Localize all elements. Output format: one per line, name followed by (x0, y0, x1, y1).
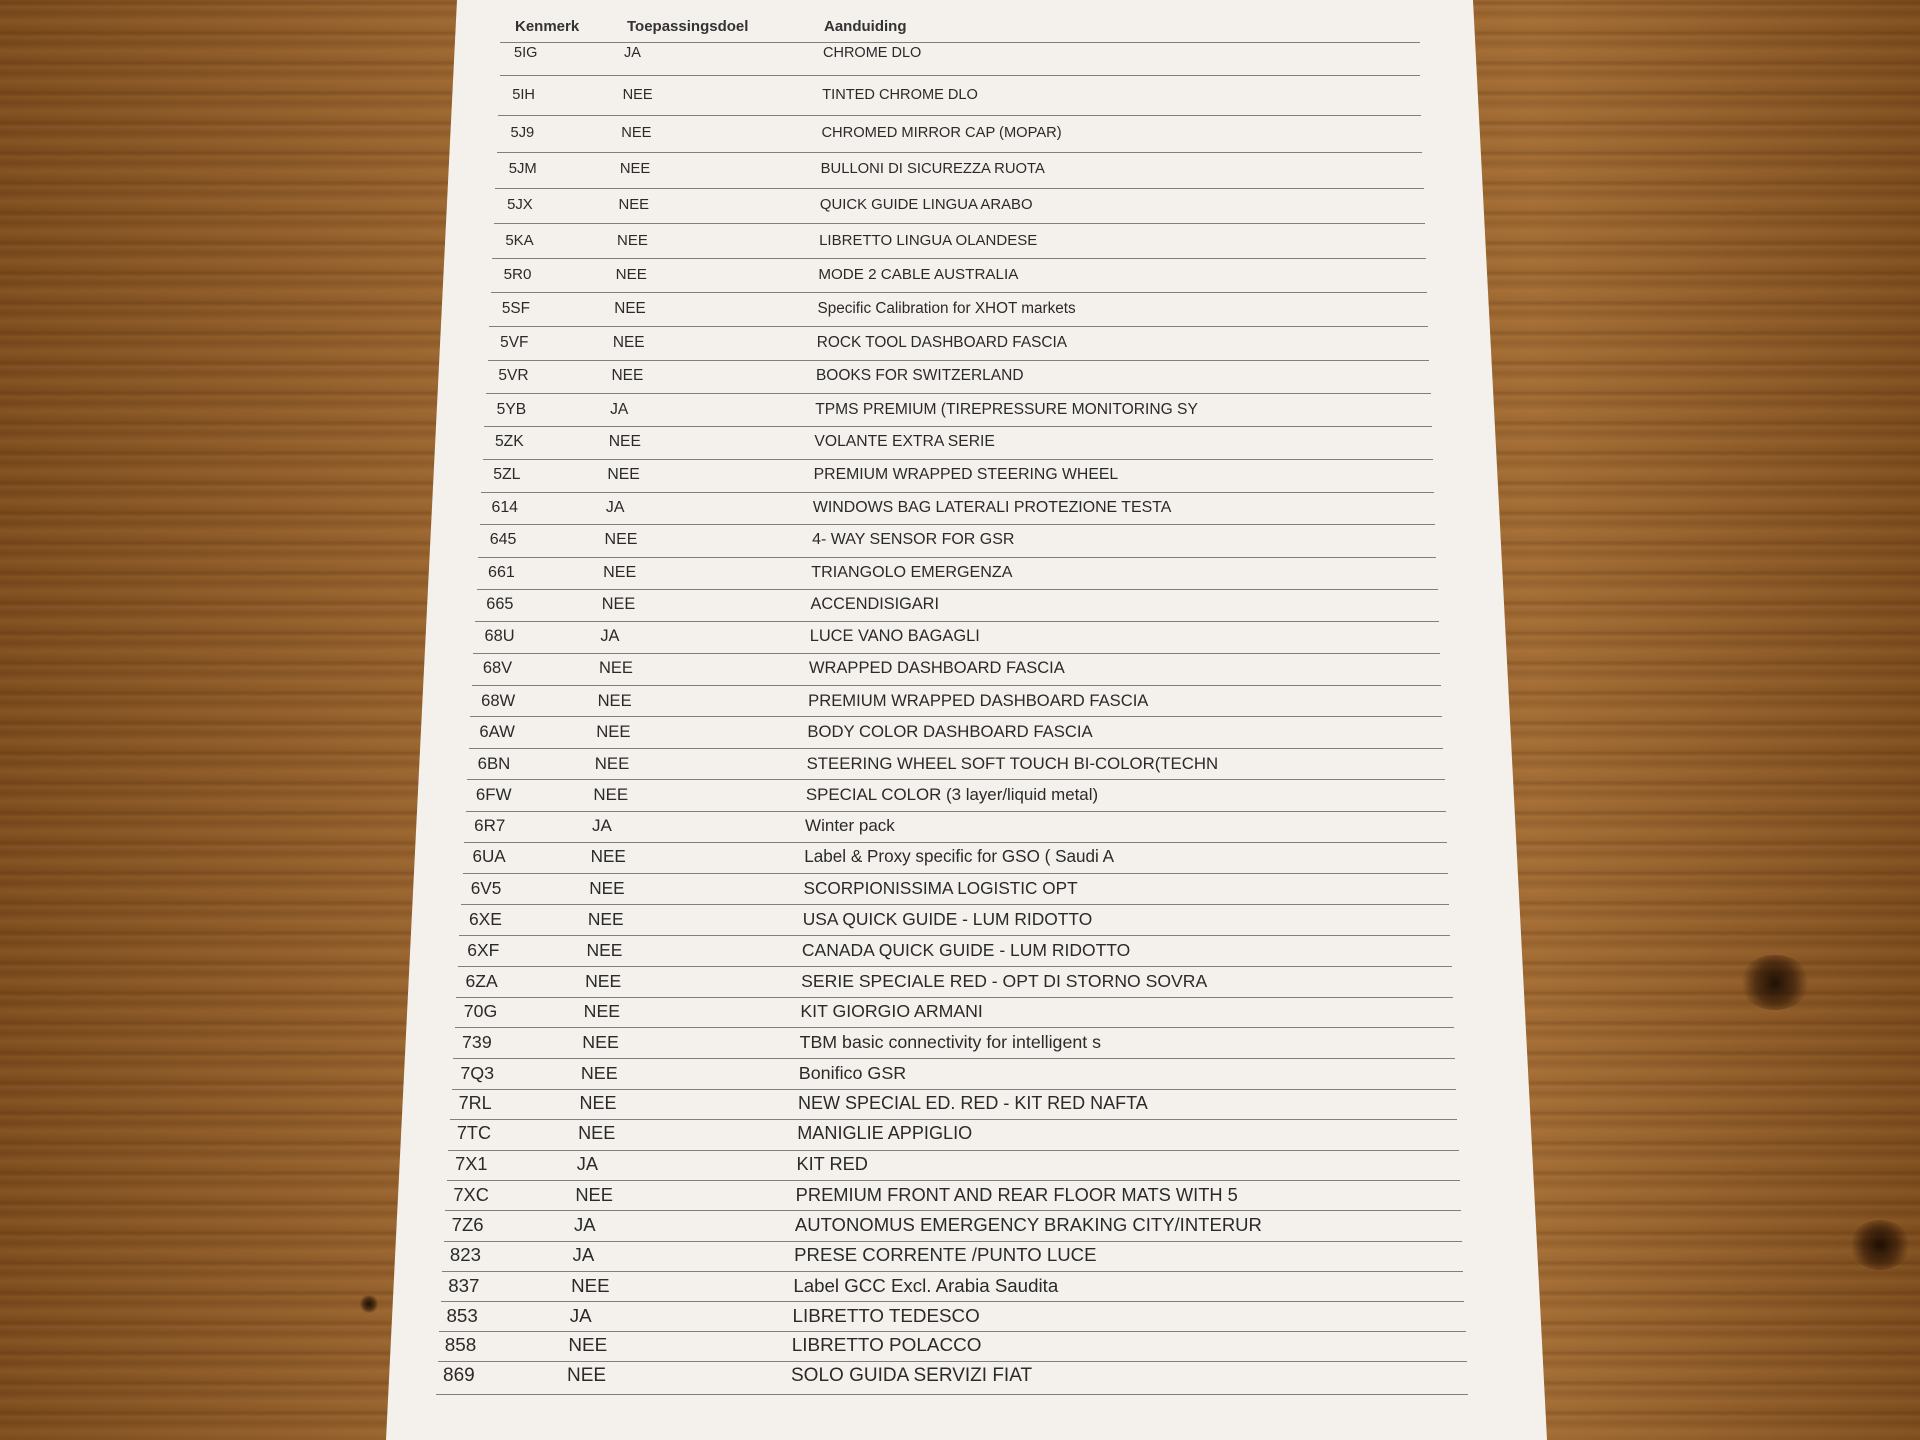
cell-toepassingsdoel: NEE (596, 722, 631, 742)
cell-toepassingsdoel: JA (576, 1153, 598, 1174)
row-divider (456, 997, 1452, 998)
cell-toepassingsdoel: NEE (618, 196, 650, 213)
cell-toepassingsdoel: JA (605, 498, 625, 516)
cell-kenmerk: 5J9 (510, 124, 535, 141)
row-divider (494, 223, 1425, 224)
cell-kenmerk: 6UA (472, 847, 506, 867)
row-divider (447, 1180, 1460, 1181)
cell-aanduiding: ACCENDISIGARI (810, 595, 939, 614)
cell-kenmerk: 70G (463, 1001, 498, 1022)
cell-kenmerk: 5VF (500, 333, 529, 351)
cell-toepassingsdoel: NEE (621, 124, 652, 141)
row-divider (450, 1119, 1457, 1120)
row-divider (463, 873, 1449, 874)
cell-aanduiding: SPECIAL COLOR (3 layer/liquid metal) (805, 784, 1099, 804)
cell-aanduiding: TBM basic connectivity for intelligent s (799, 1032, 1101, 1053)
cell-toepassingsdoel: NEE (590, 847, 626, 867)
cell-aanduiding: BOOKS FOR SWITZERLAND (815, 367, 1024, 385)
cell-toepassingsdoel: NEE (571, 1274, 610, 1296)
row-divider (442, 1271, 1463, 1272)
cell-toepassingsdoel: JA (624, 45, 641, 62)
cell-aanduiding: TPMS PREMIUM (TIREPRESSURE MONITORING SY (815, 400, 1198, 418)
cell-kenmerk: 645 (489, 531, 517, 549)
cell-aanduiding: ROCK TOOL DASHBOARD FASCIA (816, 333, 1068, 351)
cell-aanduiding: LIBRETTO POLACCO (791, 1334, 982, 1356)
cell-kenmerk: 6XE (468, 909, 502, 930)
cell-kenmerk: 6V5 (470, 878, 502, 899)
row-divider (469, 748, 1444, 749)
cell-kenmerk: 7TC (456, 1123, 492, 1144)
cell-aanduiding: WRAPPED DASHBOARD FASCIA (808, 658, 1065, 677)
row-divider (459, 935, 1450, 936)
cell-toepassingsdoel: NEE (586, 939, 623, 960)
row-divider (436, 1394, 1468, 1395)
cell-kenmerk: 5JM (508, 161, 537, 178)
row-divider (445, 1210, 1461, 1211)
cell-aanduiding: TRIANGOLO EMERGENZA (811, 563, 1013, 582)
cell-aanduiding: KIT RED (796, 1153, 868, 1174)
header-kenmerk: Kenmerk (515, 18, 580, 35)
row-divider (483, 459, 1433, 460)
row-divider (495, 188, 1423, 189)
row-divider (497, 152, 1422, 153)
cell-aanduiding: LIBRETTO LINGUA OLANDESE (819, 231, 1038, 249)
cell-kenmerk: 5VR (498, 367, 529, 385)
cell-aanduiding: CHROME DLO (823, 45, 922, 62)
cell-toepassingsdoel: NEE (597, 690, 632, 710)
cell-aanduiding: MANIGLIE APPIGLIO (797, 1123, 973, 1144)
cell-toepassingsdoel: NEE (601, 595, 636, 614)
cell-aanduiding: PREMIUM WRAPPED DASHBOARD FASCIA (808, 690, 1149, 710)
cell-toepassingsdoel: JA (592, 816, 612, 836)
row-divider (484, 426, 1431, 427)
cell-aanduiding: VOLANTE EXTRA SERIE (814, 433, 995, 451)
cell-kenmerk: 7Q3 (460, 1062, 495, 1083)
cell-kenmerk: 5SF (501, 300, 530, 318)
cell-toepassingsdoel: JA (610, 400, 629, 418)
cell-kenmerk: 5R0 (503, 266, 532, 284)
cell-kenmerk: 5IH (512, 87, 535, 104)
cell-aanduiding: LUCE VANO BAGAGLI (809, 627, 980, 646)
cell-aanduiding: SERIE SPECIALE RED - OPT DI STORNO SOVRA (801, 970, 1208, 991)
cell-aanduiding: 4- WAY SENSOR FOR GSR (812, 531, 1015, 549)
cell-kenmerk: 858 (444, 1334, 477, 1356)
cell-aanduiding: PREMIUM WRAPPED STEERING WHEEL (813, 466, 1119, 484)
cell-toepassingsdoel: NEE (611, 367, 644, 385)
cell-aanduiding: Bonifico GSR (798, 1062, 907, 1083)
row-divider (466, 811, 1446, 812)
cell-aanduiding: NEW SPECIAL ED. RED - KIT RED NAFTA (798, 1093, 1148, 1114)
row-divider (438, 1361, 1467, 1362)
cell-kenmerk: 5YB (496, 400, 527, 418)
cell-toepassingsdoel: NEE (580, 1062, 618, 1083)
cell-kenmerk: 837 (448, 1274, 480, 1296)
cell-kenmerk: 68W (481, 690, 516, 710)
cell-toepassingsdoel: NEE (589, 878, 625, 899)
row-divider (455, 1027, 1454, 1028)
cell-kenmerk: 68U (484, 627, 515, 646)
cell-kenmerk: 6BN (477, 753, 511, 773)
row-divider (453, 1058, 1455, 1059)
cell-kenmerk: 5ZK (494, 433, 524, 451)
cell-aanduiding: PRESE CORRENTE /PUNTO LUCE (794, 1244, 1097, 1266)
cell-kenmerk: 823 (449, 1244, 481, 1266)
row-divider (486, 393, 1431, 394)
row-divider (488, 360, 1430, 361)
cell-toepassingsdoel: NEE (578, 1123, 616, 1144)
cell-toepassingsdoel: NEE (598, 658, 633, 677)
header-toepassingsdoel: Toepassingsdoel (627, 18, 749, 35)
row-divider (464, 842, 1447, 843)
cell-toepassingsdoel: NEE (603, 563, 637, 582)
cell-toepassingsdoel: NEE (568, 1334, 608, 1356)
row-divider (478, 557, 1436, 558)
cell-aanduiding: QUICK GUIDE LINGUA ARABO (819, 196, 1033, 213)
cell-aanduiding: AUTONOMUS EMERGENCY BRAKING CITY/INTERUR (794, 1214, 1262, 1236)
cell-toepassingsdoel: NEE (567, 1364, 607, 1386)
row-divider (489, 326, 1428, 327)
header-aanduiding: Aanduiding (824, 18, 907, 35)
cell-kenmerk: 5JX (507, 196, 533, 213)
cell-toepassingsdoel: NEE (585, 970, 622, 991)
row-divider (491, 292, 1427, 293)
cell-toepassingsdoel: JA (573, 1214, 596, 1236)
cell-kenmerk: 739 (462, 1032, 492, 1053)
cell-toepassingsdoel: NEE (579, 1093, 617, 1114)
cell-aanduiding: TINTED CHROME DLO (822, 87, 978, 104)
cell-kenmerk: 6R7 (474, 816, 506, 836)
cell-aanduiding: PREMIUM FRONT AND REAR FLOOR MATS WITH 5 (795, 1184, 1238, 1206)
cell-aanduiding: KIT GIORGIO ARMANI (800, 1001, 983, 1022)
cell-aanduiding: BODY COLOR DASHBOARD FASCIA (807, 722, 1093, 742)
cell-toepassingsdoel: NEE (619, 161, 651, 178)
cell-kenmerk: 665 (486, 595, 514, 614)
cell-kenmerk: 869 (443, 1364, 475, 1386)
cell-kenmerk: 7RL (458, 1093, 492, 1114)
cell-toepassingsdoel: NEE (604, 531, 638, 549)
cell-aanduiding: Winter pack (805, 816, 895, 836)
row-divider (441, 1301, 1465, 1302)
cell-kenmerk: 7X1 (455, 1153, 488, 1174)
cell-aanduiding: STEERING WHEEL SOFT TOUCH BI-COLOR(TECHN (806, 753, 1219, 773)
cell-aanduiding: MODE 2 CABLE AUSTRALIA (818, 266, 1019, 284)
cell-toepassingsdoel: JA (569, 1304, 592, 1326)
cell-toepassingsdoel: NEE (608, 433, 641, 451)
row-divider (467, 779, 1444, 780)
cell-toepassingsdoel: NEE (612, 333, 645, 351)
cell-aanduiding: USA QUICK GUIDE - LUM RIDOTTO (802, 909, 1093, 930)
row-divider (480, 524, 1436, 525)
cell-kenmerk: 5KA (505, 231, 534, 249)
cell-kenmerk: 7XC (453, 1184, 489, 1206)
cell-toepassingsdoel: NEE (583, 1001, 621, 1022)
row-divider (452, 1089, 1457, 1090)
row-divider (477, 589, 1438, 590)
cell-toepassingsdoel: NEE (587, 909, 624, 930)
row-divider (470, 716, 1442, 717)
row-divider (448, 1150, 1458, 1151)
cell-kenmerk: 614 (491, 498, 518, 516)
cell-aanduiding: CHROMED MIRROR CAP (MOPAR) (821, 124, 1062, 141)
row-divider (473, 653, 1439, 654)
cell-kenmerk: 5IG (514, 45, 538, 62)
cell-kenmerk: 6ZA (465, 970, 498, 991)
cell-kenmerk: 6XF (467, 939, 500, 960)
cell-toepassingsdoel: NEE (594, 753, 630, 773)
row-divider (475, 621, 1439, 622)
cell-aanduiding: Label & Proxy specific for GSO ( Saudi A (804, 847, 1114, 867)
cell-aanduiding: WINDOWS BAG LATERALI PROTEZIONE TESTA (812, 498, 1172, 516)
row-divider (458, 966, 1452, 967)
cell-kenmerk: 661 (488, 563, 515, 582)
row-divider (498, 115, 1421, 116)
cell-toepassingsdoel: NEE (614, 300, 646, 318)
cell-aanduiding: BULLONI DI SICUREZZA RUOTA (820, 161, 1045, 178)
cell-kenmerk: 68V (482, 658, 513, 677)
row-divider (481, 492, 1434, 493)
row-divider (444, 1241, 1462, 1242)
cell-toepassingsdoel: NEE (617, 231, 648, 249)
row-divider (500, 42, 1420, 43)
cell-aanduiding: LIBRETTO TEDESCO (792, 1304, 980, 1326)
row-divider (492, 258, 1426, 259)
row-divider (439, 1331, 1466, 1332)
cell-aanduiding: Label GCC Excl. Arabia Saudita (793, 1274, 1059, 1296)
cell-toepassingsdoel: NEE (615, 266, 647, 284)
row-divider (500, 75, 1420, 76)
cell-toepassingsdoel: NEE (593, 784, 629, 804)
row-divider (472, 685, 1441, 686)
cell-kenmerk: 6AW (479, 722, 515, 742)
cell-kenmerk: 5ZL (493, 466, 521, 484)
cell-toepassingsdoel: NEE (607, 466, 640, 484)
cell-toepassingsdoel: JA (600, 627, 620, 646)
cell-toepassingsdoel: NEE (575, 1184, 613, 1206)
row-divider (461, 904, 1449, 905)
cell-aanduiding: SOLO GUIDA SERVIZI FIAT (791, 1364, 1033, 1386)
cell-aanduiding: CANADA QUICK GUIDE - LUM RIDOTTO (801, 939, 1131, 960)
cell-aanduiding: Specific Calibration for XHOT markets (817, 300, 1076, 318)
cell-kenmerk: 853 (446, 1304, 478, 1326)
cell-kenmerk: 7Z6 (451, 1214, 484, 1236)
cell-aanduiding: SCORPIONISSIMA LOGISTIC OPT (803, 878, 1078, 899)
cell-toepassingsdoel: JA (572, 1244, 595, 1266)
cell-toepassingsdoel: NEE (582, 1032, 619, 1053)
cell-toepassingsdoel: NEE (622, 87, 653, 104)
cell-kenmerk: 6FW (475, 784, 512, 804)
